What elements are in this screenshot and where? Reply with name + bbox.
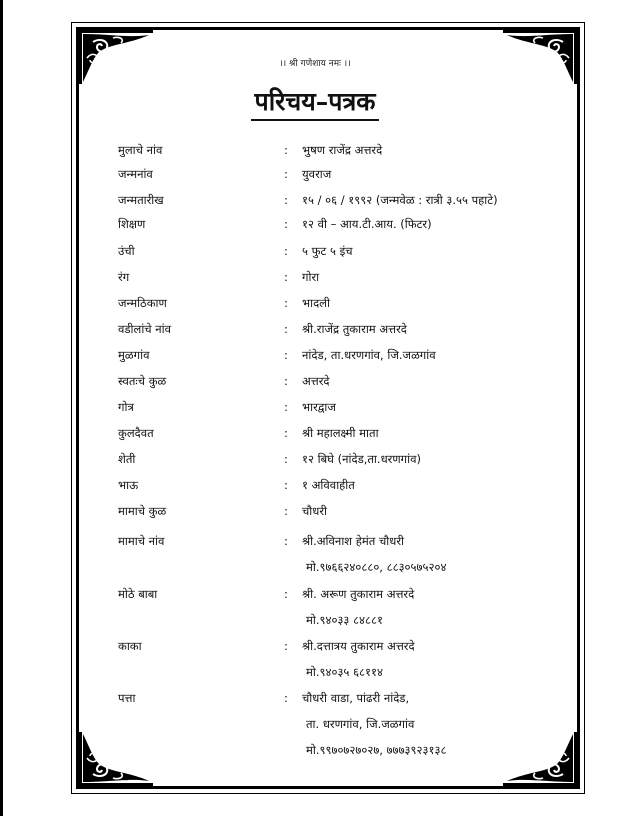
field-label: मामाचे कुळ	[118, 504, 167, 518]
field-value: गोरा	[302, 270, 320, 284]
field-label: मामाचे नांव	[118, 534, 165, 548]
field-value: १२ बिघे (नांदेड,ता.धरणगांव)	[302, 452, 421, 466]
field-label: काका	[118, 639, 142, 653]
field-value: श्री.राजेंद्र तुकाराम अत्तरदे	[302, 322, 407, 336]
page-title	[0, 84, 630, 121]
field-value-continued: मो.९९७०७२७०२७, ७७७३९२३१३८	[306, 743, 447, 757]
field-label: मोठे बाबा	[118, 587, 158, 601]
field-value: ५ फुट ५ इंच	[302, 244, 353, 258]
field-label: पत्ता	[118, 691, 136, 705]
field-label: वडीलांचे नांव	[118, 322, 172, 336]
field-value: अत्तरदे	[302, 374, 330, 388]
field-label: स्वतःचे कुळ	[118, 374, 167, 388]
field-label: रंग	[118, 270, 130, 284]
field-label: कुलदैवत	[118, 426, 154, 440]
field-label: शिक्षण	[118, 217, 146, 231]
field-separator: :	[284, 478, 288, 492]
field-separator: :	[284, 167, 288, 181]
field-value: भुषण राजेंद्र अत्तरदे	[302, 143, 383, 157]
field-separator: :	[284, 534, 288, 548]
field-separator: :	[284, 426, 288, 440]
field-separator: :	[284, 587, 288, 601]
field-label: मुळगांव	[118, 348, 150, 362]
field-separator: :	[284, 143, 288, 157]
field-value: नांदेड, ता.धरणगांव, जि.जळगांव	[302, 348, 436, 362]
field-label: उंची	[118, 244, 135, 258]
field-separator: :	[284, 639, 288, 653]
field-value: श्री महालक्ष्मी माता	[302, 426, 379, 440]
field-value-continued: मो.९७६६२४०८८०, ८८३०५७५२०४	[306, 560, 447, 574]
field-value: श्री. अरूण तुकाराम अत्तरदे	[302, 587, 415, 601]
field-separator: :	[284, 270, 288, 284]
field-label: मुलाचे नांव	[118, 143, 163, 157]
corner-ornament-icon	[79, 732, 153, 786]
field-value: चौधरी वाडा, पांढरी नांदेड,	[302, 691, 410, 705]
field-separator: :	[284, 244, 288, 258]
field-label: जन्मनांव	[118, 167, 153, 181]
field-value: १ अविवाहीत	[302, 478, 355, 492]
field-value: चौधरी	[302, 504, 328, 518]
field-separator: :	[284, 348, 288, 362]
invocation-text: ।। श्री गणेशाय नमः ।।	[279, 59, 351, 69]
field-label: जन्मतारीख	[118, 193, 164, 207]
page-title-text: परिचय–पत्रक	[251, 84, 380, 121]
corner-ornament-icon	[503, 732, 577, 786]
field-value: युवराज	[302, 167, 332, 181]
field-separator: :	[284, 193, 288, 207]
field-value: १५ / ०६ / १९९२ (जन्मवेळ : रात्री ३.५५ पहाटे)	[302, 193, 498, 207]
field-value: श्री.दत्तात्रय तुकाराम अत्तरदे	[302, 639, 415, 653]
field-separator: :	[284, 296, 288, 310]
field-value-continued: मो.९४०३५ ६८११४	[306, 665, 383, 679]
field-value: श्री.अविनाश हेमंत चौधरी	[302, 534, 404, 548]
field-value-continued: ता. धरणगांव, जि.जळगांव	[306, 717, 415, 731]
left-edge-bar	[0, 0, 3, 816]
field-label: गोत्र	[118, 400, 134, 414]
field-label: जन्मठिकाण	[118, 296, 167, 310]
field-separator: :	[284, 691, 288, 705]
field-separator: :	[284, 322, 288, 336]
field-value: भारद्वाज	[302, 400, 336, 414]
field-label: भाऊ	[118, 478, 139, 492]
field-separator: :	[284, 400, 288, 414]
field-value: भादली	[302, 296, 330, 310]
field-separator: :	[284, 504, 288, 518]
field-label: शेती	[118, 452, 136, 466]
field-separator: :	[284, 374, 288, 388]
field-value: १२ वी – आय.टी.आय. (फिटर)	[302, 217, 432, 231]
field-separator: :	[284, 217, 288, 231]
field-separator: :	[284, 452, 288, 466]
field-value-continued: मो.९४०३३ ८४८८१	[306, 613, 383, 627]
